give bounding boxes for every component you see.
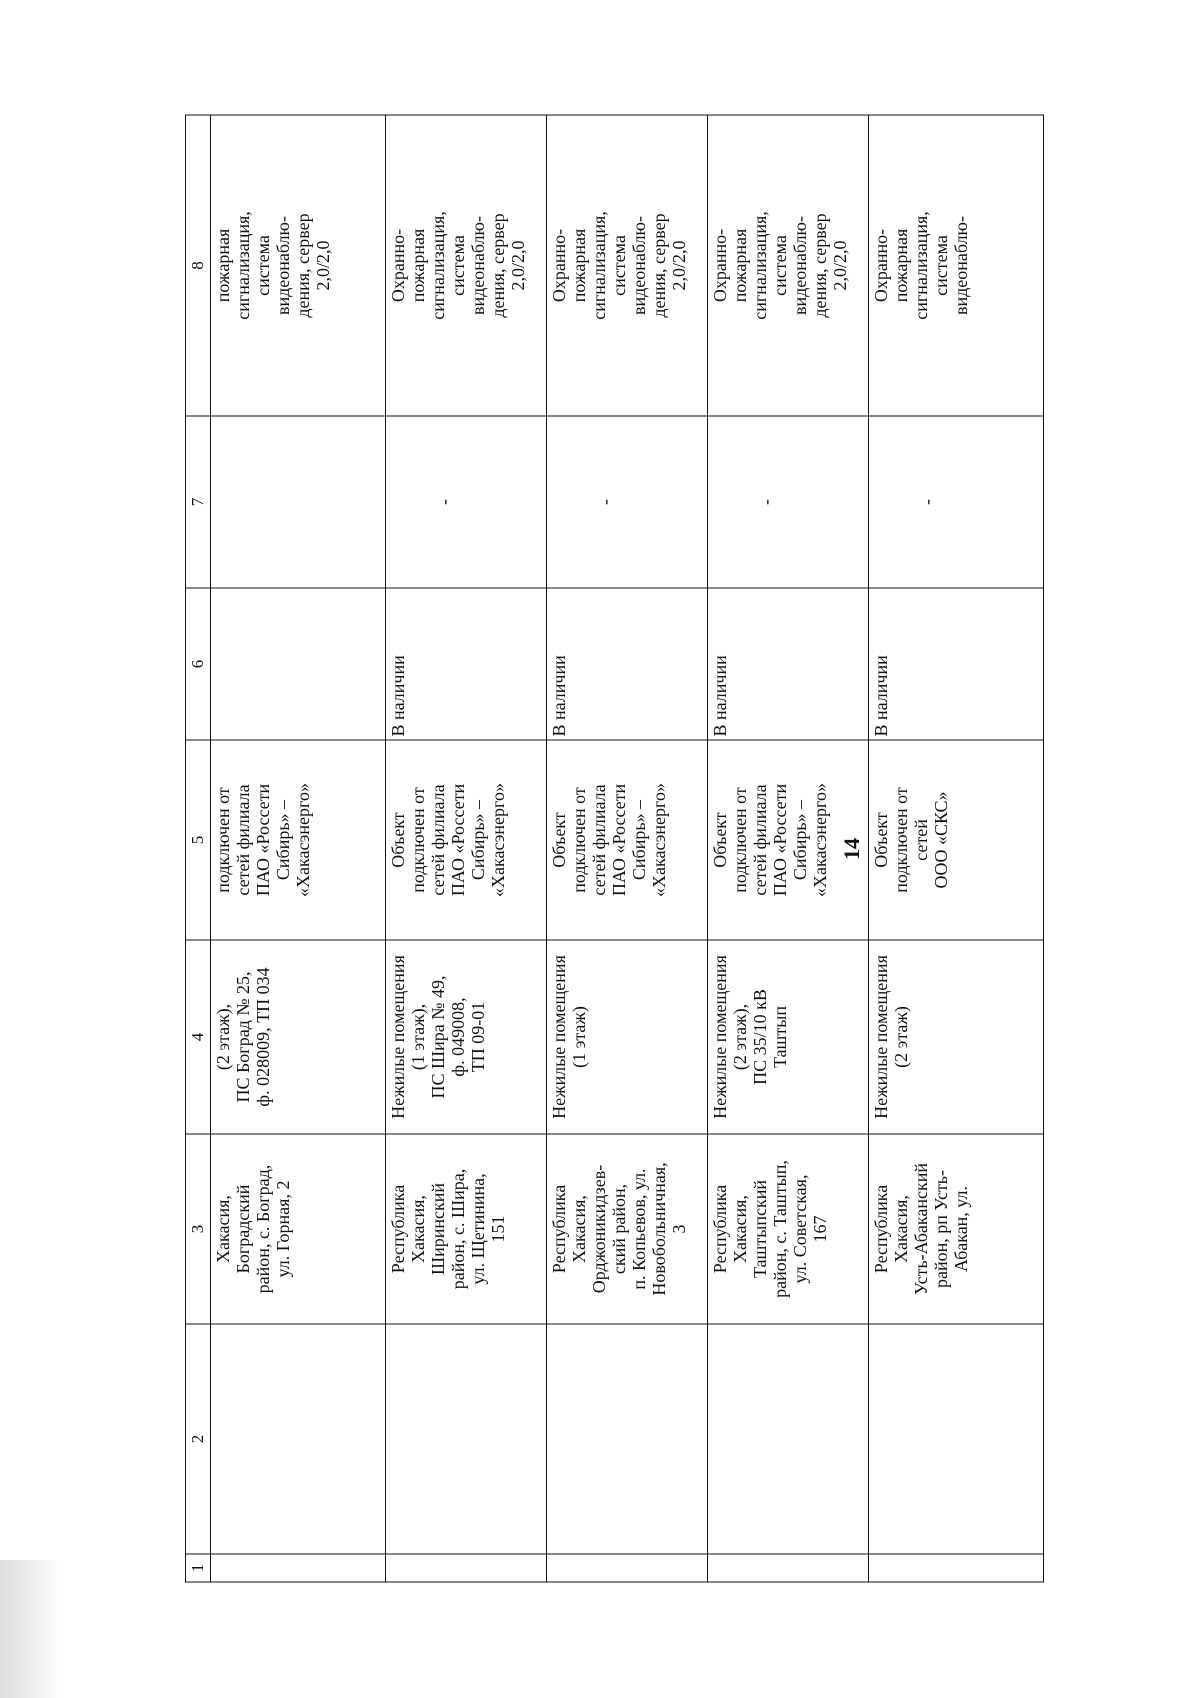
row-cell-name (211, 1324, 386, 1554)
cell-text: Объект подключен от сетей ООО «СКС» (871, 787, 951, 893)
row-cell-security (547, 115, 708, 416)
row-cell-address (547, 1134, 708, 1324)
table-row (869, 115, 1044, 1582)
row-cell-name (708, 1324, 869, 1554)
row-cell-availability (386, 588, 547, 740)
cell-text: Нежилые помещения (1 этаж) (549, 955, 589, 1119)
cell-text: Объект подключен от сетей филиала ПАО «Россети Сибирь» – «Хакасэнерго» (710, 783, 830, 897)
table-header-row (186, 115, 211, 1582)
cell-text: Охранно- пожарная сигнализация, система видеонаблю- дения, сервер 2,0/2,0 (710, 211, 850, 320)
header-col-4: 4 (186, 940, 211, 1134)
row-cell-number (547, 1554, 708, 1582)
cell-text: Республика Хакасия, Орджоникидзев- ский район, п. Копьевов, ул. Новобольничная, 3 (549, 1162, 689, 1296)
row-cell-security (211, 115, 386, 416)
row-cell-address (211, 1134, 386, 1324)
row-cell-address (708, 1134, 869, 1324)
row-cell-number (708, 1554, 869, 1582)
table-row (547, 115, 708, 1582)
cell-text: Охранно- пожарная сигнализация, система видеонаблю- дения, сервер 2,0/2,0 (388, 211, 528, 320)
row-cell-premises (547, 940, 708, 1134)
row-cell-name (386, 1324, 547, 1554)
table-row (211, 115, 386, 1582)
cell-text: Охранно- пожарная сигнализация, система видеонаблю- (871, 211, 971, 320)
cell-text: подключен от сетей филиала ПАО «Россети Сибирь» – «Хакасэнерго» (213, 783, 313, 897)
cell-text: - (917, 499, 937, 505)
row-cell-security (386, 115, 547, 416)
row-cell-name (869, 1324, 1044, 1554)
row-cell-number (211, 1554, 386, 1582)
cell-text: Республика Хакасия, Таштыпский район, с. Таштып, ул. Советская, 167 (710, 1160, 830, 1298)
row-cell-premises (211, 940, 386, 1134)
row-cell-power (708, 740, 869, 940)
cell-text: - (595, 499, 615, 505)
header-col-1: 1 (186, 1554, 211, 1582)
row-cell-availability (547, 588, 708, 740)
cell-text: пожарная сигнализация, система видеонаблю- дения, сервер 2,0/2,0 (213, 211, 333, 320)
row-cell-premises (708, 940, 869, 1134)
cell-text: В наличии (388, 655, 408, 737)
cell-text: Охранно- пожарная сигнализация, система видеонаблю- дения, сервер 2,0/2,0 (549, 211, 689, 320)
row-cell-power (386, 740, 547, 940)
rotated-table-container (185, 116, 1009, 1583)
row-cell-premises (869, 940, 1044, 1134)
row-cell-premises (386, 940, 547, 1134)
cell-text: Нежилые помещения (2 этаж), ПС 35/10 кВ Таштып (710, 955, 790, 1119)
cell-text: Республика Хакасия, Усть-Абаканский район, рп Усть- Абакан, ул. (871, 1163, 971, 1295)
cell-text: Хакасия, Боградский район, с. Боград, ул. Горная, 2 (213, 1164, 293, 1294)
cell-text: - (756, 499, 776, 505)
row-cell-extra (547, 416, 708, 588)
row-cell-extra (386, 416, 547, 588)
header-col-5: 5 (186, 740, 211, 940)
row-cell-power (869, 740, 1044, 940)
row-cell-power (211, 740, 386, 940)
row-cell-address (386, 1134, 547, 1324)
row-cell-availability (211, 588, 386, 740)
cell-text: Нежилые помещения (2 этаж) (871, 955, 911, 1119)
table-row (386, 115, 547, 1582)
row-cell-extra (211, 416, 386, 588)
cell-text: Объект подключен от сетей филиала ПАО «Россети Сибирь» – «Хакасэнерго» (549, 783, 669, 897)
table-row (708, 115, 869, 1582)
objects-table (185, 115, 1044, 1583)
header-col-6: 6 (186, 588, 211, 740)
header-col-7: 7 (186, 416, 211, 588)
scan-edge-shadow (0, 1560, 60, 1698)
row-cell-number (869, 1554, 1044, 1582)
page-number: 14 (839, 838, 864, 860)
row-cell-extra (708, 416, 869, 588)
row-cell-power (547, 740, 708, 940)
row-cell-extra (869, 416, 1044, 588)
cell-text: В наличии (549, 655, 569, 737)
cell-text: В наличии (710, 655, 730, 737)
row-cell-name (547, 1324, 708, 1554)
row-cell-security (869, 115, 1044, 416)
row-cell-availability (869, 588, 1044, 740)
cell-text: Нежилые помещения (1 этаж), ПС Шира № 49, ф. 049008, ТП 09-01 (388, 955, 488, 1119)
row-cell-address (869, 1134, 1044, 1324)
row-cell-number (386, 1554, 547, 1582)
cell-text: Республика Хакасия, Ширинский район, с. Шира, ул. Щетинина, 151 (388, 1168, 508, 1290)
header-col-2: 2 (186, 1324, 211, 1554)
cell-text: В наличии (871, 655, 891, 737)
row-cell-availability (708, 588, 869, 740)
cell-text: Объект подключен от сетей филиала ПАО «Россети Сибирь» – «Хакасэнерго» (388, 783, 508, 897)
cell-text: - (434, 499, 454, 505)
cell-text: (2 этаж), ПС Боград № 25, ф. 028009, ТП 034 (213, 967, 273, 1107)
header-col-8: 8 (186, 115, 211, 416)
header-col-3: 3 (186, 1134, 211, 1324)
row-cell-security (708, 115, 869, 416)
